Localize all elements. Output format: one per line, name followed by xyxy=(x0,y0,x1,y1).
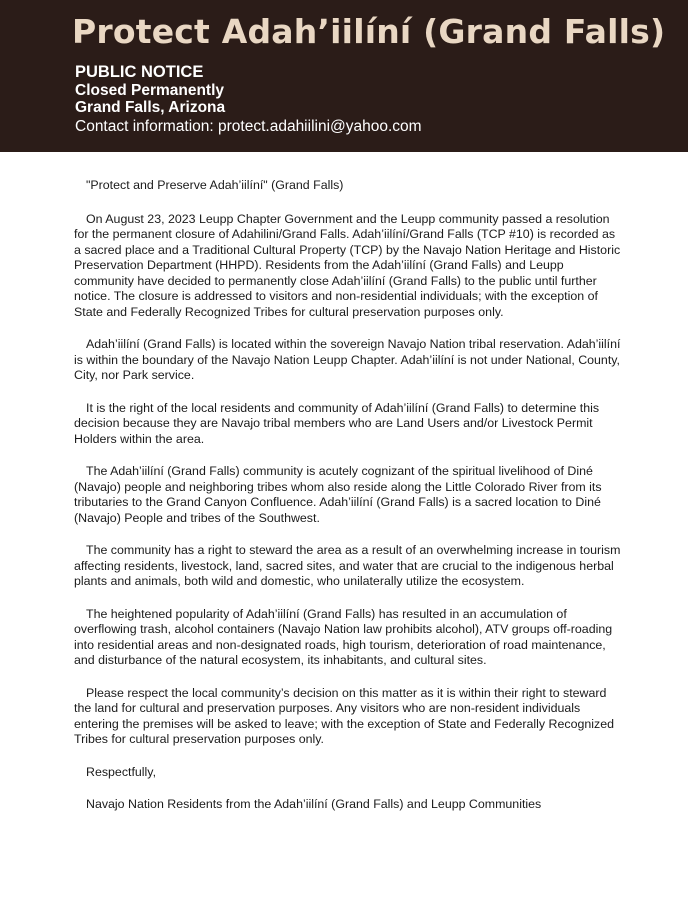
notice-label: PUBLIC NOTICE xyxy=(75,63,204,81)
paragraph-location: Adah’iilíní (Grand Falls) is located within the sovereign Navajo Nation tribal reservation. Adah’iilíní is within the boundary of the Navajo Nation Leupp Chapter. Adah’iilíní is not under National, County, City, nor Park service. xyxy=(74,337,621,382)
paragraph-rights: It is the right of the local residents and community of Adah’iilíní (Grand Falls) to determine this decision because they are Navajo tribal members who are Land Users and/or Livestock Permit Holders within the area. xyxy=(74,400,600,446)
contact-info: Contact information: protect.adahiilini@yahoo.com xyxy=(75,117,422,135)
paragraph-impacts: The heightened popularity of Adah’iilíní (Grand Falls) has resulted in an accumulation of overflowing trash, alcohol containers (Navajo Nation law prohibits alcohol), ATV groups off-roading into residential areas and non-designated roads, high tourism, deterioration of road maintenance, and disturbance of the natural ecosystem, its inhabitants, and cultural sites. xyxy=(74,606,613,667)
notice-body xyxy=(74,178,622,813)
notice-meta xyxy=(75,64,422,136)
header-banner xyxy=(0,0,688,152)
closing-line: Respectfully, xyxy=(86,764,157,779)
signature-line: Navajo Nation Residents from the Adah’iilíní (Grand Falls) and Leupp Communities xyxy=(86,797,542,811)
paragraph-resolution: On August 23, 2023 Leupp Chapter Government and the Leupp community passed a resolution for the permanent closure of Adahilini/Grand Falls. Adah’iilíní/Grand Falls (TCP #10) is recorded as a sacred place and a Traditional Cultural Property (TCP) by the Navajo Nation Heritage and Historic Preservation Department (HHPD). Residents from the Adah’iilíní (Grand Falls) and Leupp community have decided to permanently close Adah’iilíní (Grand Falls) to the public until further notice. The closure is addressed to visitors and non-residential individuals; with the exception of State and Federally Recognized Tribes for cultural preservation purposes only. xyxy=(74,211,621,319)
paragraph-tourism: The community has a right to steward the area as a result of an overwhelming increase in tourism affecting residents, livestock, land, sacred sites, and water that are crucial to the indigenous herbal plants and animals, both wild and domestic, who unilaterally utilize the ecosystem. xyxy=(74,543,621,588)
location-label: Grand Falls, Arizona xyxy=(75,99,226,116)
closure-status: Closed Permanently xyxy=(75,81,225,99)
paragraph-respect: Please respect the local community’s decision on this matter as it is within their right to steward the land for cultural and preservation purposes. Any visitors who are non-resident individuals entering the premises will be asked to leave; with the exception of State and Federally Recognized Tribes for cultural preservation purposes only. xyxy=(74,685,614,746)
notice-heading: "Protect and Preserve Adah’iilíní" (Grand Falls) xyxy=(86,178,344,192)
paragraph-spiritual: The Adah’iilíní (Grand Falls) community is acutely cognizant of the spiritual livelihood of Diné (Navajo) people and neighboring tribes whom also reside along the Little Colorado River from its tributaries to the Grand Canyon Confluence. Adah’iilíní (Grand Falls) is a sacred location to Diné (Navajo) People and tribes of the Southwest. xyxy=(74,464,602,525)
page-title: Protect Adah’iilíní (Grand Falls) xyxy=(72,12,666,51)
